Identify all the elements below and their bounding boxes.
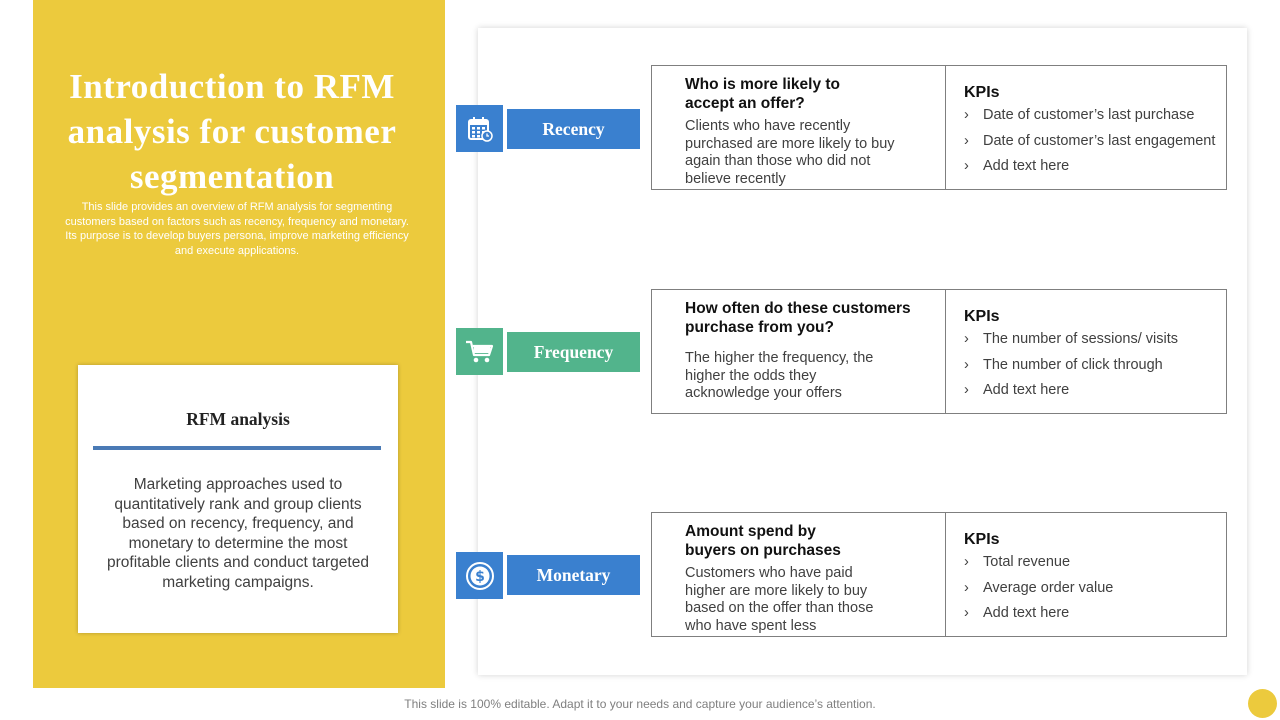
- dollar-coin-icon: [456, 552, 503, 599]
- footer-note: This slide is 100% editable. Adapt it to your needs and capture your audience’s attention.: [404, 697, 876, 711]
- frequency-question: How often do these customers purchase from you?: [685, 300, 911, 336]
- kpi-item: › Add text here: [964, 382, 1070, 398]
- left-panel: [33, 0, 445, 688]
- kpi-item: › Date of customer’s last purchase: [964, 107, 1195, 123]
- recency-answer: Clients who have recently purchased are more likely to buy again than those who did not believe recently: [685, 118, 895, 187]
- rfm-card-divider: [93, 446, 381, 450]
- recency-kpi-title: KPIs: [964, 84, 1000, 101]
- frequency-kpi-list: [964, 330, 1178, 407]
- page-subtitle: This slide provides an overview of RFM analysis for segmenting customers based on factors such as recency, frequency and monetary. Its purpose is to develop buyers persona, improve marketing efficiency and execute applications.: [65, 201, 409, 257]
- monetary-answer: Customers who have paid higher are more likely to buy based on the offer than those who have spent less: [685, 565, 874, 634]
- monetary-question: Amount spend by buyers on purchases: [685, 523, 841, 559]
- rfm-analysis-card: [78, 365, 398, 633]
- kpi-item: › The number of click through: [964, 356, 1163, 373]
- shopping-cart-icon: [456, 328, 503, 375]
- frequency-answer: The higher the frequency, the higher the odds they acknowledge your offers: [685, 350, 874, 401]
- kpi-item: › Average order value: [964, 579, 1114, 596]
- recency-label: Recency: [507, 109, 640, 149]
- recency-kpi-list: [964, 106, 1215, 183]
- kpi-item: › Add text here: [964, 605, 1070, 621]
- kpi-item: › Date of customer’s last engagement: [964, 132, 1216, 149]
- kpi-item: › Total revenue: [964, 554, 1071, 570]
- monetary-kpi-list: [964, 553, 1113, 630]
- kpi-item: › The number of sessions/ visits: [964, 331, 1179, 347]
- page-title: Introduction to RFM analysis for customer segmentation: [67, 67, 397, 196]
- monetary-kpi-title: KPIs: [964, 531, 1000, 548]
- frequency-label: Frequency: [507, 332, 640, 372]
- frequency-kpi-title: KPIs: [964, 308, 1000, 325]
- info-divider: [945, 66, 946, 189]
- calendar-icon: [456, 105, 503, 152]
- recency-question: Who is more likely to accept an offer?: [685, 76, 841, 112]
- info-divider: [945, 513, 946, 636]
- monetary-label: Monetary: [507, 555, 640, 595]
- monetary-info-box: [651, 512, 1227, 637]
- rfm-card-body: Marketing approaches used to quantitatively rank and group clients based on recency, frequency, and monetary to determine the most profitable clients and conduct targeted marketing campaigns.: [107, 476, 369, 591]
- kpi-item: › Add text here: [964, 158, 1070, 174]
- frequency-info-box: [651, 289, 1227, 414]
- recency-info-box: [651, 65, 1227, 190]
- rfm-card-title: RFM analysis: [186, 409, 290, 429]
- corner-decoration: [1248, 689, 1277, 718]
- svg-text:$: $: [474, 568, 485, 585]
- info-divider: [945, 290, 946, 413]
